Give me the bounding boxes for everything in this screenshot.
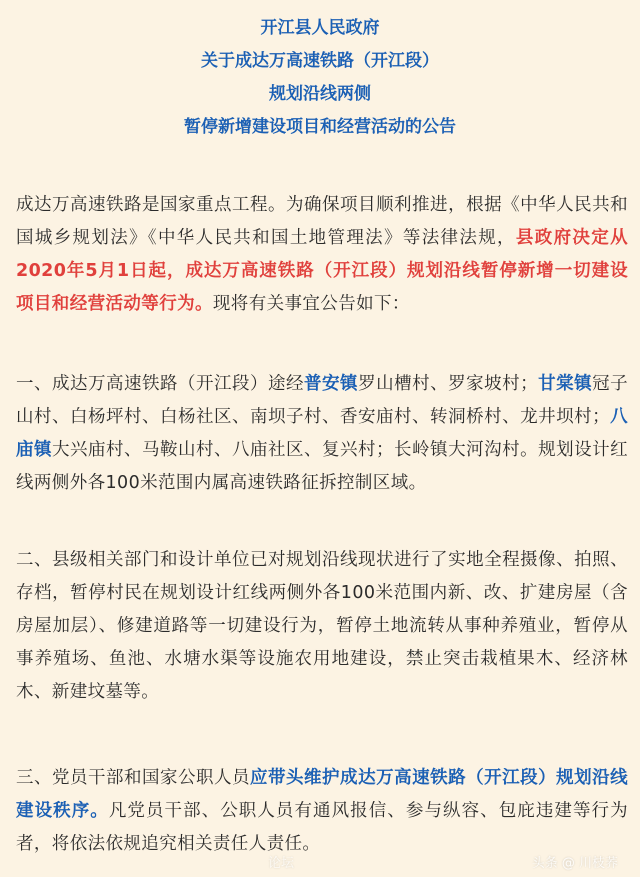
watermark-forum: 论坛 [268,856,295,871]
town-bamiao: 八庙镇 [16,407,629,460]
title-line-scope: 规划沿线两侧 [269,84,371,104]
paragraph-section-2 [16,544,628,709]
title-line-subject: 暂停新增建设项目和经营活动的公告 [184,117,456,137]
paragraph-section-3 [16,762,628,861]
town-puan: 普安镇 [304,374,359,394]
section-2-text: 二、县级相关部门和设计单位已对规划沿线现状进行了实地全程摄像、拍照、存档，暂停村民在规划设计红线两侧外各100米范围内新、改、扩建房屋（含房屋加层）、修建道路等一切建设行为，暂停土地流转从事种养殖业，暂停从事养殖场、鱼池、水塘水渠等设施农用地建设，禁止突击栽植果木、经济林木、新建坟墓等。 [16,550,628,702]
watermark-source: 头条 @ 川枝荞 [531,856,618,871]
town-gantang: 甘棠镇 [537,374,593,394]
intro-closing: 现将有关事宜公告如下： [212,294,410,314]
section-3-highlight: 应带头维护成达万高速铁路（开江段）规划沿线建设秩序。 [16,768,629,821]
title-line-issuer: 开江县人民政府 [260,18,380,38]
section-1-villages-puan: 罗山槽村、罗家坡村； [358,374,538,394]
section-1-villages-gantang: 冠子山村、白杨坪村、白杨社区、南坝子村、香安庙村、转洞桥村、龙井坝村； [16,374,628,427]
intro-decision-highlight: 县政府决定从2020年5月1日起，成达万高速铁路（开江段）规划沿线暂停新增一切建设项目和经营活动等行为。 [16,228,628,314]
section-3-text: 三、党员干部和国家公职人员 [16,768,251,788]
title-line-project: 关于成达万高速铁路（开江段） [201,51,439,71]
paragraph-section-1 [16,368,628,500]
section-1-text: 一、成达万高速铁路（开江段）途经 [16,374,305,394]
section-3-closing: 凡党员干部、公职人员有通风报信、参与纵容、包庇违建等行为者，将依法依规追究相关责任人责任。 [16,801,628,854]
announcement-title [0,12,640,144]
section-1-villages-bamiao: 大兴庙村、马鞍山村、八庙社区、复兴村；长岭镇大河沟村。规划设计红线两侧外各100米范围内属高速铁路征拆控制区域。 [16,440,628,493]
intro-text: 成达万高速铁路是国家重点工程。为确保项目顺利推进，根据《中华人民共和国城乡规划法》《中华人民共和国土地管理法》等法律法规， [16,195,628,248]
paragraph-intro [16,189,628,321]
